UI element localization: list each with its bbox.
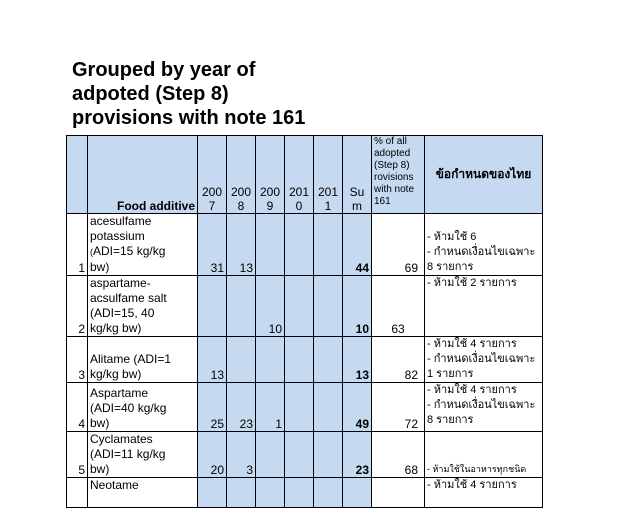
cell-2011: [314, 383, 343, 432]
title-line-2: adpoted (Step 8): [72, 83, 229, 105]
row-number: 1: [67, 214, 88, 276]
cell-2007: 13: [198, 337, 227, 383]
row-number: [67, 478, 88, 508]
cell-2010: [285, 383, 314, 432]
row-number: 5: [67, 432, 88, 478]
cell-percent: 63: [372, 276, 425, 337]
additive-name: aspartame- acsulfame salt (ADI=15, 40 kg/kg bw): [88, 276, 198, 337]
additive-name: Cyclamates (ADI=11 kg/kg bw): [88, 432, 198, 478]
header-2009: 200 9: [256, 136, 285, 214]
cell-2011: [314, 432, 343, 478]
cell-thai: - ห้ามใช้ 4 รายการ - กำหนดเงื่อนไขเฉพาะ 1 รายการ: [425, 337, 543, 383]
row-number: 4: [67, 383, 88, 432]
header-2007: 200 7: [198, 136, 227, 214]
cell-2007: 31: [198, 214, 227, 276]
cell-2010: [285, 276, 314, 337]
row-number: 2: [67, 276, 88, 337]
cell-thai: - ห้ามใช้ 2 รายการ: [425, 276, 543, 337]
table-row: [67, 337, 543, 383]
title-line-1: Grouped by year of: [72, 59, 256, 81]
cell-thai: - ห้ามใช้ 4 รายการ - กำหนดเงื่อนไขเฉพาะ 8 รายการ: [425, 383, 543, 432]
table-row: [67, 214, 543, 276]
cell-2007: 25: [198, 383, 227, 432]
cell-sum: 44: [343, 214, 372, 276]
cell-percent: 68: [372, 432, 425, 478]
header-thai-requirement: ข้อกำหนดของไทย: [425, 136, 543, 214]
header-food-additive: Food additive: [88, 136, 198, 214]
cell-2008: [227, 276, 256, 337]
table-row: [67, 383, 543, 432]
cell-2011: [314, 276, 343, 337]
cell-sum: 23: [343, 432, 372, 478]
header-2010: 201 0: [285, 136, 314, 214]
cell-2009: [256, 432, 285, 478]
additive-name: Aspartame (ADI=40 kg/kg bw): [88, 383, 198, 432]
header-2011: 201 1: [314, 136, 343, 214]
cell-2010: [285, 337, 314, 383]
cell-2010: [285, 478, 314, 508]
cell-percent: 82: [372, 337, 425, 383]
cell-2008: 13: [227, 214, 256, 276]
cell-2011: [314, 478, 343, 508]
cell-2009: [256, 337, 285, 383]
additive-name: acesulfame potassium (ADI=15 kg/kg bw): [88, 214, 198, 276]
cell-2008: 23: [227, 383, 256, 432]
cell-2008: [227, 337, 256, 383]
cell-2010: [285, 214, 314, 276]
title-line-3: provisions with note 161: [72, 107, 306, 129]
cell-sum: 10: [343, 276, 372, 337]
cell-2011: [314, 337, 343, 383]
cell-percent: 69: [372, 214, 425, 276]
additive-table: [66, 135, 543, 508]
cell-sum: [343, 478, 372, 508]
table-row: [67, 276, 543, 337]
additive-name: Neotame: [88, 478, 198, 508]
cell-2009: 1: [256, 383, 285, 432]
header-2008: 200 8: [227, 136, 256, 214]
cell-2007: 20: [198, 432, 227, 478]
cell-2008: 3: [227, 432, 256, 478]
cell-sum: 13: [343, 337, 372, 383]
header-sum: Su m: [343, 136, 372, 214]
page-title: [72, 58, 372, 130]
cell-thai: - ห้ามใช้ 6 - กำหนดเงื่อนไขเฉพาะ 8 รายการ: [425, 214, 543, 276]
cell-percent: [372, 478, 425, 508]
cell-thai: - ห้ามใช้ในอาหารทุกชนิด: [425, 432, 543, 478]
header-no: [67, 136, 88, 214]
cell-2010: [285, 432, 314, 478]
row-number: 3: [67, 337, 88, 383]
cell-2009: [256, 214, 285, 276]
cell-2007: [198, 276, 227, 337]
cell-2009: [256, 478, 285, 508]
table-row: [67, 432, 543, 478]
cell-sum: 49: [343, 383, 372, 432]
additive-name: Alitame (ADI=1 kg/kg bw): [88, 337, 198, 383]
cell-2011: [314, 214, 343, 276]
cell-2009: 10: [256, 276, 285, 337]
cell-percent: 72: [372, 383, 425, 432]
table-row: [67, 478, 543, 508]
cell-thai: - ห้ามใช้ 4 รายการ: [425, 478, 543, 508]
header-row: [67, 136, 543, 214]
header-percent: % of all adopted (Step 8) rovisions with note 161: [372, 136, 425, 214]
cell-2008: [227, 478, 256, 508]
cell-2007: [198, 478, 227, 508]
